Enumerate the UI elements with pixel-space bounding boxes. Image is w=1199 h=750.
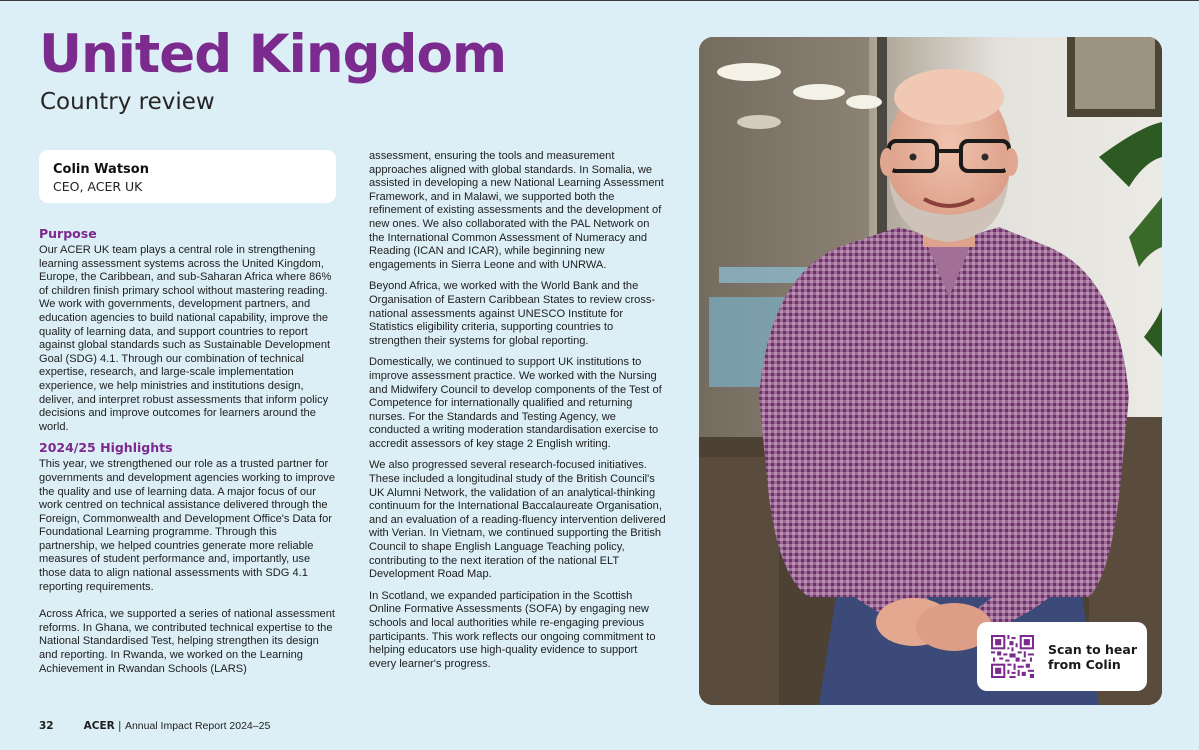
person-role: CEO, ACER UK xyxy=(53,179,143,194)
body-paragraph: We also progressed several research-focused initiatives. These included a longitudinal study of the British Council's UK Alumni Network, the validation of an analytical-thinking continuum for the International Baccalaureate Organisation, and an evaluation of a reading-fluency intervention delivered with Verian. In Vietnam, we continued supporting the British Council to shape English Language Teaching policy, contributing to the next iteration of the national ELT Development Road Map. xyxy=(369,459,666,581)
middle-column xyxy=(369,150,667,679)
highlights-paragraph: This year, we strengthened our role as a trusted partner for governments and development agencies working to improve the quality and use of learning data. A major focus of our work centred on technical assistance delivered through the Foreign, Commonwealth and Development Office's Data for Foundational Learning programme. Through this partnership, we helped countries generate more reliable measures of student performance and, importantly, use those data to align national assessments with SDG 4.1 reporting requirements. xyxy=(39,458,335,593)
purpose-text: Our ACER UK team plays a central role in strengthening learning assessment systems across the United Kingdom, Europe, the Caribbean, and sub-Saharan Africa where 86% of children finish primary school without mastering reading. We work with governments, development partners, and education agencies to build national capability, improve the quality of learning data, and support countries to report against global standards such as Sustainable Development Goal (SDG) 4.1. Through our combination of technical expertise, research, and large-scale implementation experience, we help ministries and institutions design, deliver, and interpret robust assessments that inform policy decisions and improve outcomes for learners around the world. xyxy=(39,244,332,433)
footer-separator: | xyxy=(114,720,125,732)
person-name: Colin Watson xyxy=(53,162,149,177)
footer-report-title: Annual Impact Report 2024–25 xyxy=(124,720,271,732)
left-column xyxy=(39,226,337,682)
body-paragraph: assessment, ensuring the tools and measurement approaches aligned with global standards. In Somalia, we assisted in developing a new National Learning Assessment Framework, and in Malawi, we supported both the refinement of existing assessments and the development of new ones. We also collaborated with the PAL Network on the International Common Assessment of Numeracy and Reading (ICAN and ICAR), while beginning new engagements in Sierra Leone and with UNRWA. xyxy=(369,150,664,271)
portrait-photo xyxy=(699,37,1162,705)
person-card xyxy=(39,150,336,203)
qr-label[interactable]: Scan to hear from Colin xyxy=(1048,642,1137,672)
page-title: United Kingdom xyxy=(39,24,507,85)
qr-code-icon[interactable] xyxy=(991,635,1034,678)
body-paragraph: In Scotland, we expanded participation in the Scottish Online Formative Assessments (SOFA) by engaging new schools and local authorities while re-engaging previous participants. This work reflects our ongoing commitment to helping educators use high-quality evidence to support every learner's progress. xyxy=(369,589,656,670)
page-subtitle: Country review xyxy=(40,89,215,115)
portrait-illustration xyxy=(699,37,1162,705)
purpose-heading: Purpose xyxy=(39,226,97,241)
top-border xyxy=(0,0,1199,1)
page-number: 32 xyxy=(39,720,54,732)
body-paragraph: Domestically, we continued to support UK institutions to improve assessment practice. We worked with the Nursing and Midwifery Council to develop components of the Test of Competence for internationally qualified and returning nurses. For the Standards and Testing Agency, we conducted a writing moderation standardisation exercise to accredit assessors of key stage 2 English writing. xyxy=(369,356,662,450)
highlights-heading: 2024/25 Highlights xyxy=(39,440,173,456)
highlights-paragraph: Across Africa, we supported a series of national assessment reforms. In Ghana, we contributed technical expertise to the National Standardised Test, helping strengthen its design and reporting. In Rwanda, we worked on the Learning Achievement in Rwandan Schools (LARS) xyxy=(39,608,335,675)
qr-card[interactable] xyxy=(977,622,1147,691)
footer-brand: ACER xyxy=(83,720,115,732)
footer xyxy=(39,720,270,732)
body-paragraph: Beyond Africa, we worked with the World Bank and the Organisation of Eastern Caribbean States to review cross-national assessments against UNESCO Institute for Statistics eligibility criteria, supporting countries to strengthen their systems for global reporting. xyxy=(369,280,656,347)
